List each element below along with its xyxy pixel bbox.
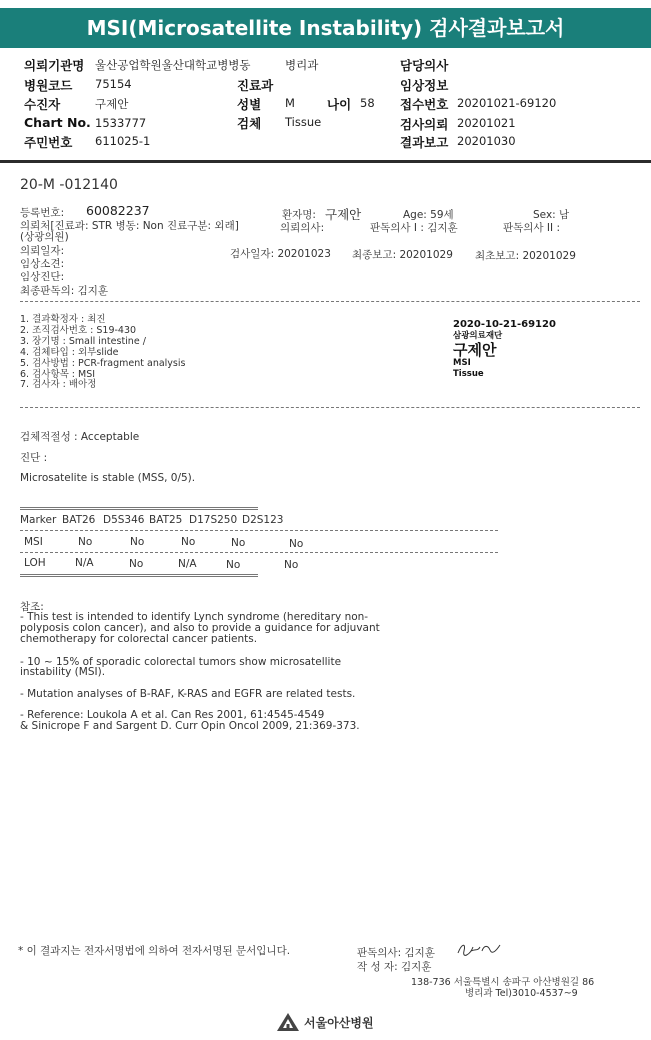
note-line: - Mutation analyses of B-RAF, K-RAS and EGFR are related tests. — [20, 688, 356, 700]
rrn-value: 611025-1 — [95, 134, 151, 148]
dashed-separator — [20, 407, 640, 408]
item-6: 6. 검사항목 : MSI — [20, 369, 96, 380]
clinical-info-label: 임상정보 — [400, 78, 449, 93]
hospital-code-label: 병원코드 — [24, 78, 73, 93]
table-cell: N/A — [75, 557, 94, 569]
examinee-label: 수진자 — [24, 97, 61, 112]
sex-text: Sex: 남 — [533, 209, 570, 221]
specimen-label: 검체 — [237, 116, 262, 131]
final-reader: 최종판독의: 김지훈 — [20, 285, 109, 297]
notes-label: 참조: — [20, 601, 44, 613]
sex-label: 성별 — [237, 97, 262, 112]
footer-reader: 판독의사: 김지훈 — [357, 947, 435, 959]
stamp-org: 삼광의료재단 — [453, 331, 503, 341]
clinical-findings: 임상소견: — [20, 258, 65, 270]
report-title: MSI(Microsatellite Instability) 검사결과보고서 — [0, 8, 651, 48]
clinical-diagnosis: 임상진단: — [20, 271, 65, 283]
footer-author: 작 성 자: 김지훈 — [357, 961, 432, 973]
stamp-specimen: Tissue — [453, 369, 484, 379]
note-line: polyposis colon cancer), and also to provide a guidance for adjuvant — [20, 622, 380, 634]
diagnosis-label: 진단 : — [20, 452, 48, 464]
address-line: 138-736 서울특별시 송파구 아산병원길 86 — [411, 977, 595, 988]
sex-value: M — [285, 96, 295, 110]
signature — [456, 939, 502, 959]
hospital-logo-icon — [276, 1012, 300, 1032]
rrn-label: 주민번호 — [24, 135, 73, 150]
table-cell: No — [78, 536, 93, 548]
examinee-value: 구제안 — [95, 97, 129, 111]
table-rule — [20, 530, 498, 531]
request-label: 검사의뢰 — [400, 117, 449, 132]
note-line: & Sinicrope F and Sargent D. Curr Opin Oncol 2009, 21:369-373. — [20, 720, 360, 732]
table-cell: LOH — [24, 557, 46, 569]
report-value: 20201030 — [457, 134, 516, 148]
hospital-code-value: 75154 — [95, 77, 132, 91]
reader1: 판독의사 I : 김지훈 — [370, 222, 458, 234]
item-4: 4. 검체타입 : 외부slide — [20, 347, 119, 358]
accession-label: 접수번호 — [400, 97, 449, 112]
phone-line: 병리과 Tel)3010-4537~9 — [465, 988, 578, 999]
marker-header: BAT25 — [149, 514, 183, 526]
item-3: 3. 장기명 : Small intestine / — [20, 336, 146, 347]
table-top-rule — [20, 507, 258, 510]
item-7: 7. 검사자 : 배아정 — [20, 379, 97, 390]
marker-header: D17S250 — [189, 514, 238, 526]
final-report-date: 최종보고: 20201029 — [352, 249, 453, 261]
note-line: - Reference: Loukola A et al. Can Res 2001, 61:4545-4549 — [20, 709, 325, 721]
note-line: - This test is intended to identify Lynch syndrome (hereditary non- — [20, 611, 369, 623]
institution-value: 울산공업학원울산대학교병병동 — [95, 58, 251, 72]
report-label: 결과보고 — [400, 135, 449, 150]
table-cell: No — [181, 536, 196, 548]
patient-label: 환자명: — [282, 209, 316, 221]
table-cell: No — [226, 559, 241, 571]
req-doctor: 의뢰의사: — [280, 222, 325, 234]
department-label: 진료과 — [237, 78, 274, 93]
doctor-label: 담당의사 — [400, 58, 449, 73]
dashed-separator — [20, 301, 640, 302]
table-cell: MSI — [24, 536, 43, 548]
item-1: 1. 결과확정자 : 최진 — [20, 314, 106, 325]
reader2: 판독의사 II : — [503, 222, 560, 234]
table-cell: No — [130, 536, 145, 548]
requester-line: 의뢰처[진료과: STR 병동: Non 진료구분: 외래] — [20, 220, 239, 232]
esign-notice: * 이 결과지는 전자서명법에 의하여 전자서명된 문서입니다. — [18, 945, 291, 957]
note-line: chemotherapy for colorectal cancer patients. — [20, 633, 258, 645]
item-5: 5. 검사방법 : PCR-fragment analysis — [20, 358, 186, 369]
marker-header: D2S123 — [242, 514, 284, 526]
age-label: 나이 — [327, 97, 352, 112]
case-number: 20-M -012140 — [20, 177, 118, 193]
institution-label: 의뢰기관명 — [24, 58, 85, 73]
chart-value: 1533777 — [95, 116, 147, 130]
table-cell: No — [231, 537, 246, 549]
marker-header: D5S346 — [103, 514, 145, 526]
specimen-value: Tissue — [285, 115, 322, 129]
stamp-name: 구제안 — [453, 341, 497, 359]
institution-dept: 병리과 — [285, 58, 319, 72]
item-2: 2. 조직검사번호 : S19-430 — [20, 325, 137, 336]
table-cell: No — [284, 559, 299, 571]
requester-sub: (상광의원) — [20, 231, 69, 243]
marker-header: BAT26 — [62, 514, 96, 526]
age-text: Age: 59세 — [403, 209, 454, 221]
table-cell: N/A — [178, 558, 197, 570]
exam-date: 검사일자: 20201023 — [230, 248, 331, 260]
chart-label: Chart No. — [24, 115, 91, 130]
request-value: 20201021 — [457, 116, 516, 130]
request-date: 의뢰일자: — [20, 245, 65, 257]
adequacy: 검체적절성 : Acceptable — [20, 431, 140, 443]
note-line: - 10 ~ 15% of sporadic colorectal tumors show microsatellite — [20, 656, 342, 668]
table-cell: No — [289, 538, 304, 550]
diagnosis-text: Microsatelite is stable (MSS, 0/5). — [20, 472, 196, 484]
table-cell: No — [129, 558, 144, 570]
table-rule — [20, 552, 498, 553]
note-line: instability (MSI). — [20, 666, 106, 678]
first-report-date: 최초보고: 20201029 — [475, 250, 576, 262]
hospital-logo-text: 서울아산병원 — [304, 1016, 374, 1030]
reg-no-label: 등록번호: — [20, 207, 65, 219]
patient-value: 구제안 — [325, 207, 362, 222]
reg-no-value: 60082237 — [86, 203, 150, 218]
stamp-number: 2020-10-21-69120 — [453, 319, 556, 330]
age-value: 58 — [360, 96, 375, 110]
marker-header: Marker — [20, 514, 57, 526]
stamp-test: MSI — [453, 358, 471, 368]
accession-value: 20201021-69120 — [457, 96, 557, 110]
header-separator — [0, 160, 651, 163]
table-bottom-rule — [20, 574, 258, 577]
